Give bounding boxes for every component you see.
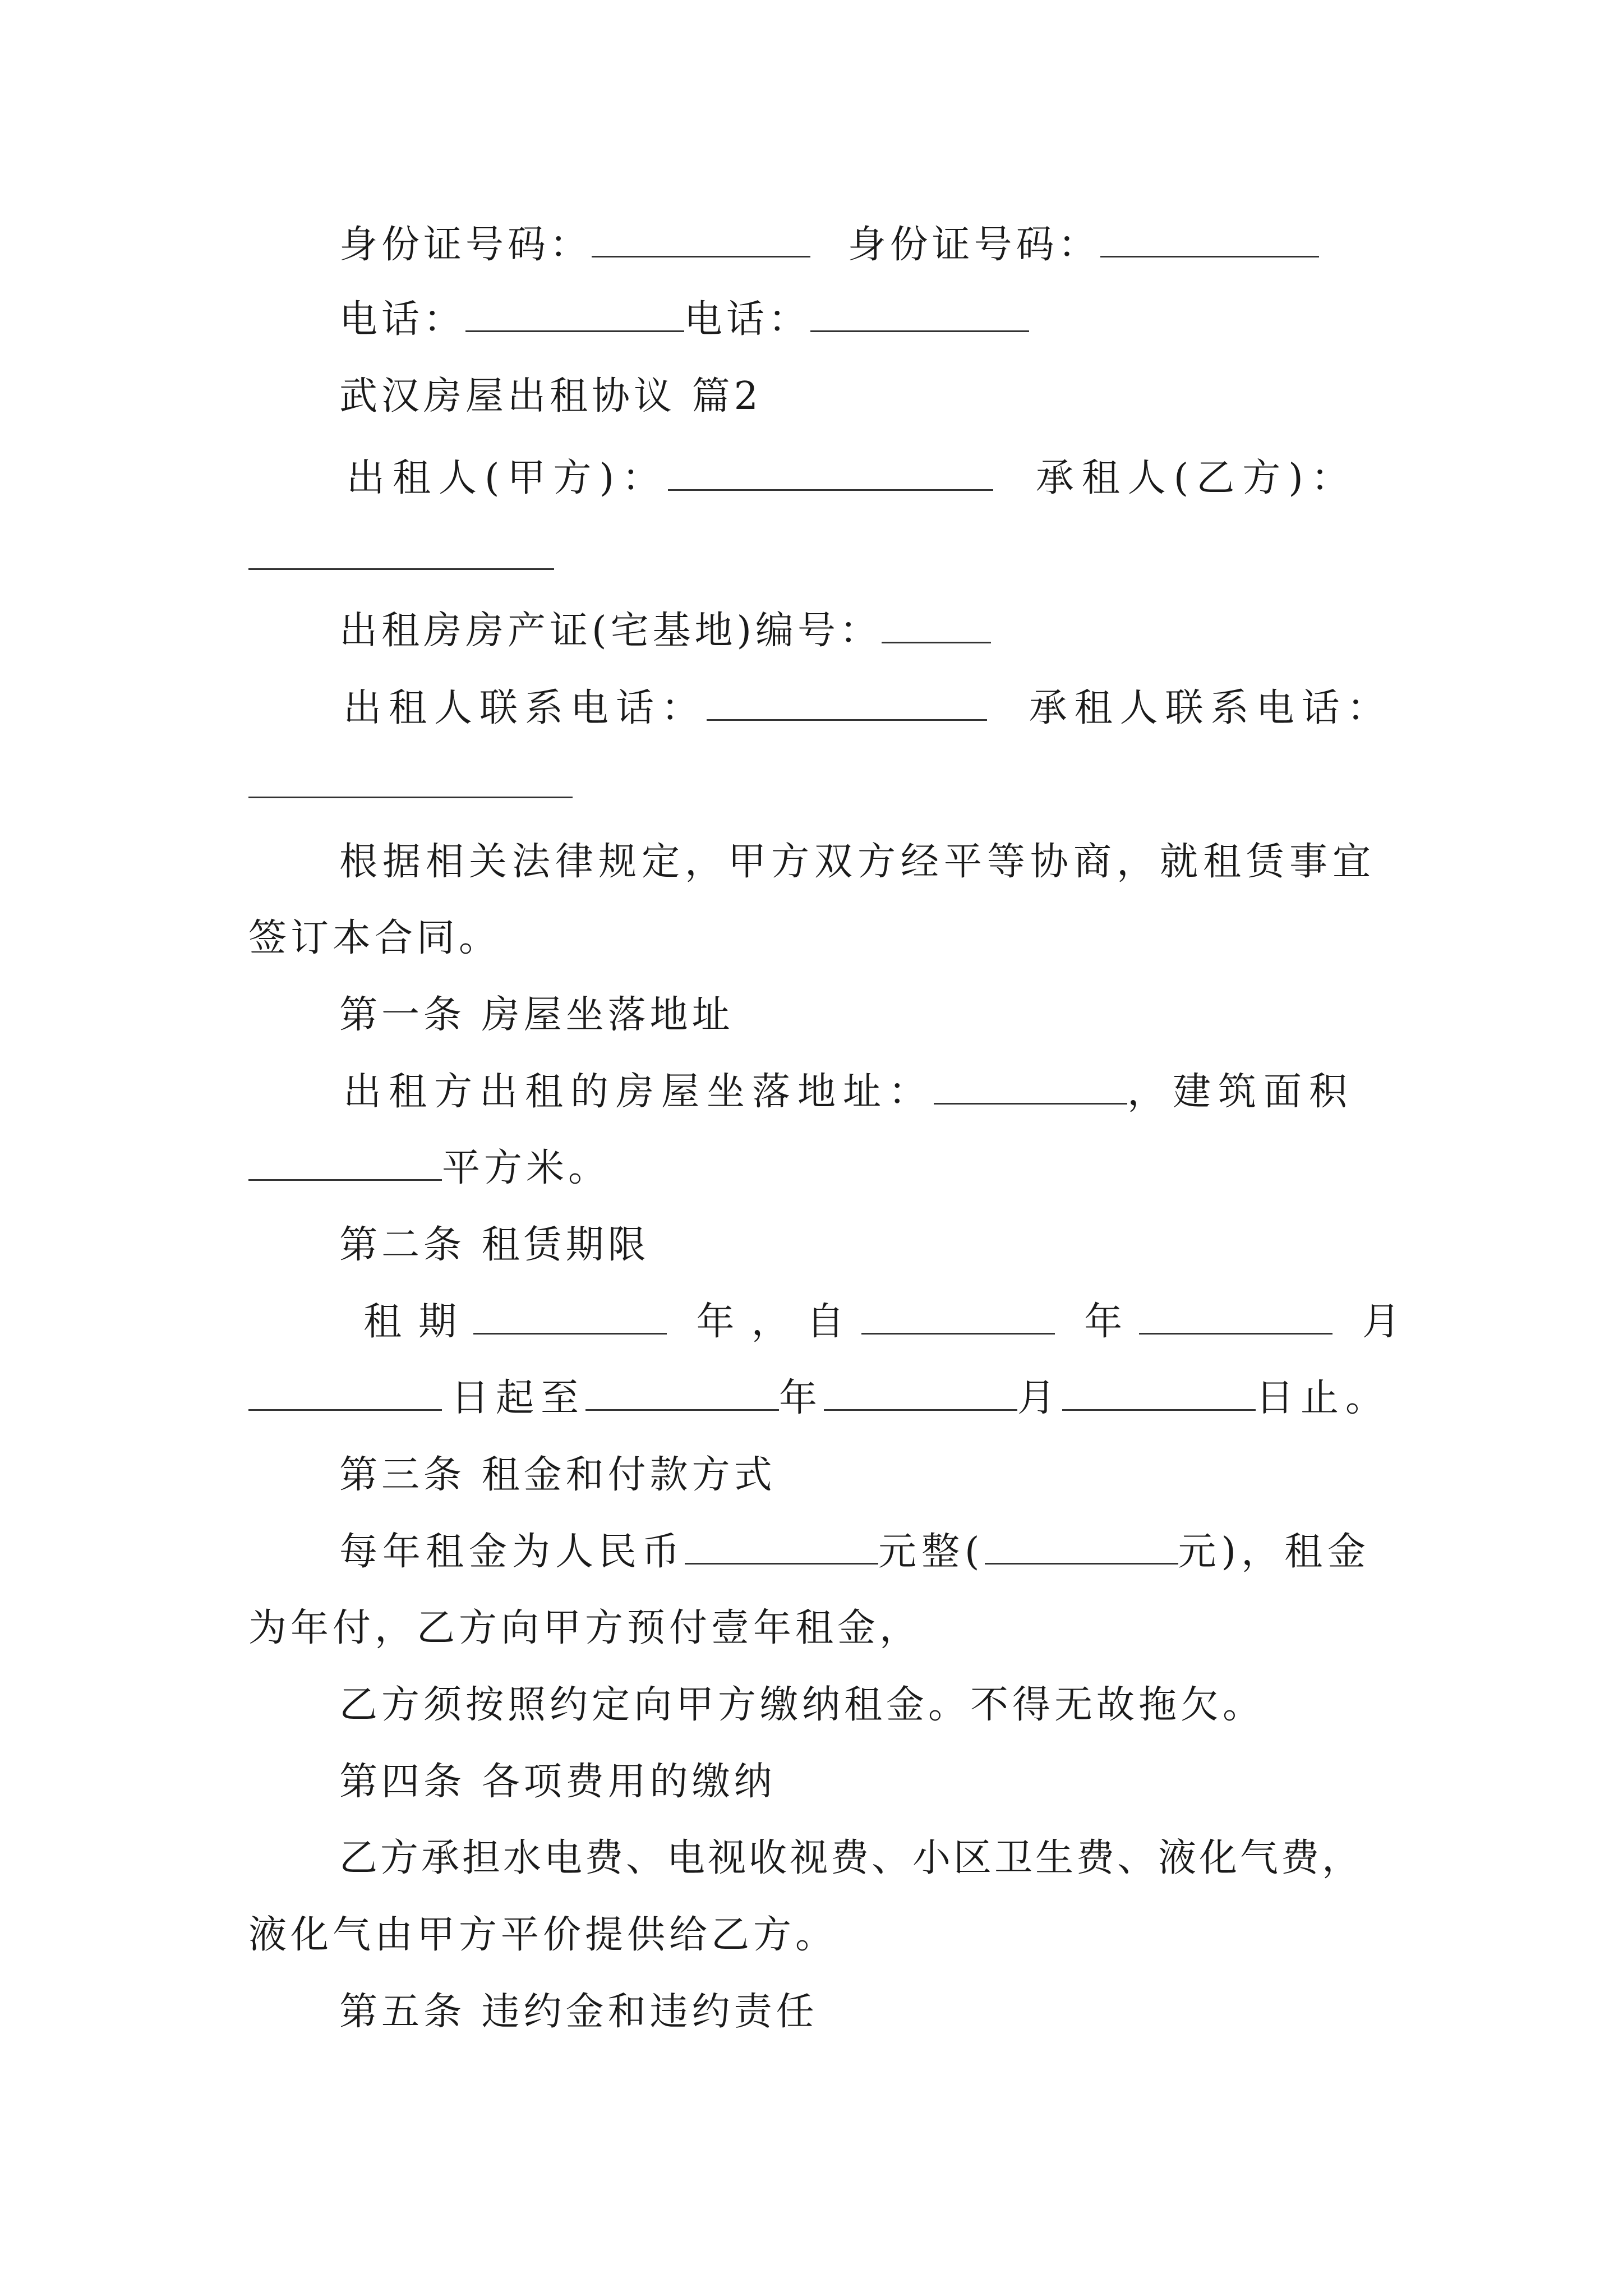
lessor-label: 出租人(甲方)： <box>347 456 668 500</box>
lessee-phone-label: 承租人联系电话： <box>1029 686 1393 730</box>
certificate-label: 出租房房产证(宅基地)编号： <box>339 609 882 653</box>
article4-title: 第四条 各项费用的缴纳 <box>339 1760 776 1804</box>
phone-row <box>339 295 1029 345</box>
intro-paragraph-line1: 根据相关法律规定，甲方双方经平等协商，就租赁事宜 <box>339 840 1376 884</box>
lease-month: 月 <box>1362 1300 1404 1344</box>
blank-field-continued <box>248 568 554 570</box>
article3-title: 第三条 租金和付款方式 <box>339 1453 776 1497</box>
article2-line1 <box>363 1297 1404 1347</box>
article2-line2 <box>248 1373 1390 1424</box>
certificate-row <box>339 606 991 656</box>
blank-field <box>1062 1374 1256 1411</box>
lessor-phone-label: 出租人联系电话： <box>343 686 707 730</box>
blank-field <box>882 607 991 643</box>
blank-field <box>473 1298 667 1335</box>
blank-field <box>1100 221 1319 257</box>
intro-paragraph-line2: 签订本合同。 <box>248 916 501 960</box>
article1-unit: 平方米。 <box>442 1146 611 1190</box>
id-number-row <box>339 220 1319 270</box>
article1-line2 <box>248 1143 610 1194</box>
blank-field <box>934 1068 1127 1105</box>
article3-line1 <box>339 1527 1371 1577</box>
lease-year: 年 <box>1084 1300 1140 1344</box>
blank-field <box>1139 1298 1332 1335</box>
blank-field <box>707 684 987 721</box>
rent-unit: 元整( <box>878 1530 985 1574</box>
blank-field <box>985 1528 1178 1565</box>
rent-label: 每年租金为人民币 <box>339 1530 685 1574</box>
phone-label-a: 电话： <box>339 297 466 342</box>
blank-field <box>592 221 810 257</box>
article5-title: 第五条 违约金和违约责任 <box>339 1990 818 2034</box>
lease-day-until: 日起至 <box>451 1376 586 1420</box>
article4-line2: 液化气由甲方平价提供给乙方。 <box>248 1913 838 1957</box>
article3-line3: 乙方须按照约定向甲方缴纳租金。不得无故拖欠。 <box>339 1683 1265 1727</box>
article1-title: 第一条 房屋坐落地址 <box>339 993 734 1037</box>
blank-field <box>248 1144 442 1181</box>
blank-field <box>824 1374 1017 1411</box>
article3-line2: 为年付，乙方向甲方预付壹年租金， <box>248 1606 922 1650</box>
article4-line1: 乙方承担水电费、电视收视费、小区卫生费、液化气费， <box>339 1836 1363 1880</box>
article1-line1 <box>343 1067 1354 1117</box>
parties-row <box>347 453 1357 504</box>
lease-year-from: 年，自 <box>696 1300 861 1344</box>
phone-label-b: 电话： <box>684 297 811 342</box>
blank-field-continued <box>248 797 573 798</box>
article2-title: 第二条 租赁期限 <box>339 1223 650 1267</box>
lease-end-day: 日止。 <box>1256 1376 1391 1420</box>
blank-field <box>668 454 993 491</box>
lease-end-month: 月 <box>1017 1376 1063 1420</box>
rent-unit-close: 元)，租金 <box>1178 1530 1371 1574</box>
id-label-a: 身份证号码： <box>339 223 592 267</box>
id-label-b: 身份证号码： <box>847 223 1100 267</box>
blank-field <box>585 1374 779 1411</box>
blank-field <box>810 296 1029 332</box>
lease-term-label: 租期 <box>363 1300 474 1344</box>
blank-field <box>465 296 684 332</box>
lessee-label: 承租人(乙方)： <box>1035 456 1357 500</box>
article1-text: 出租方出租的房屋坐落地址： <box>343 1070 934 1114</box>
contact-row <box>343 683 1393 734</box>
blank-field <box>861 1298 1055 1335</box>
section-heading: 武汉房屋出租协议 篇2 <box>339 374 762 418</box>
lease-end-year: 年 <box>779 1376 824 1420</box>
article1-text-area: ，建筑面积 <box>1127 1070 1355 1114</box>
blank-field <box>685 1528 878 1565</box>
blank-field <box>248 1374 442 1411</box>
